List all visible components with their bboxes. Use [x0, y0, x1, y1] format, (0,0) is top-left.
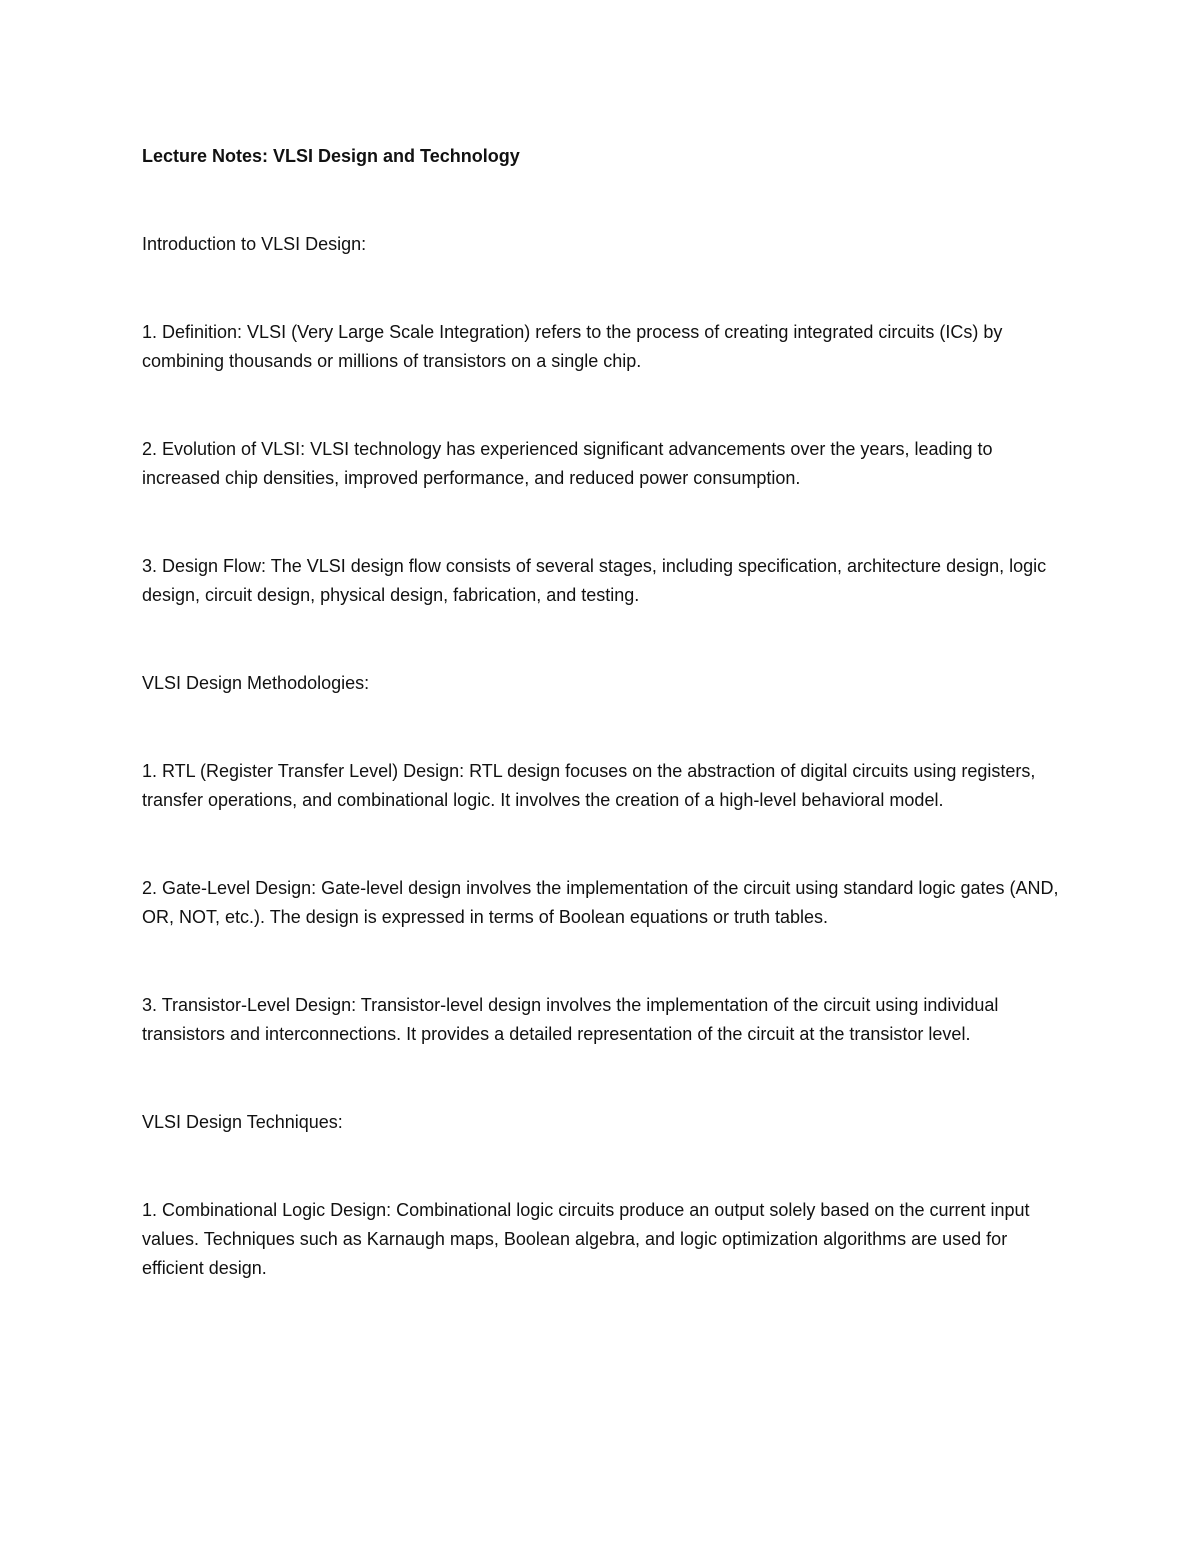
document-title: Lecture Notes: VLSI Design and Technology [142, 146, 520, 166]
section-heading-methodologies: VLSI Design Methodologies: [142, 673, 370, 693]
document-body [142, 142, 1072, 1283]
paragraph-evolution: 2. Evolution of VLSI: VLSI technology has experienced significant advancements over the years, leading to increased chip densities, improved performance, and reduced power consumption. [142, 439, 993, 488]
section-heading-introduction: Introduction to VLSI Design: [142, 234, 367, 254]
paragraph-design-flow: 3. Design Flow: The VLSI design flow consists of several stages, including specification, architecture design, logic design, circuit design, physical design, fabrication, and testing. [142, 556, 1047, 605]
paragraph-transistor-level-design: 3. Transistor-Level Design: Transistor-level design involves the implementation of the circuit using individual transistors and interconnections. It provides a detailed representation of the circuit at the transistor level. [142, 995, 999, 1044]
paragraph-rtl-design: 1. RTL (Register Transfer Level) Design: RTL design focuses on the abstraction of digital circuits using registers, transfer operations, and combinational logic. It involves the creation of a high-level behavioral model. [142, 761, 1036, 810]
section-heading-techniques: VLSI Design Techniques: [142, 1112, 343, 1132]
paragraph-definition: 1. Definition: VLSI (Very Large Scale Integration) refers to the process of creating integrated circuits (ICs) by combining thousands or millions of transistors on a single chip. [142, 322, 1003, 371]
paragraph-gate-level-design: 2. Gate-Level Design: Gate-level design involves the implementation of the circuit using standard logic gates (AND, OR, NOT, etc.). The design is expressed in terms of Boolean equations or truth tables. [142, 878, 1059, 927]
paragraph-combinational-logic-design: 1. Combinational Logic Design: Combinational logic circuits produce an output solely based on the current input values. Techniques such as Karnaugh maps, Boolean algebra, and logic optimization algorithms are used for efficient design. [142, 1200, 1030, 1278]
